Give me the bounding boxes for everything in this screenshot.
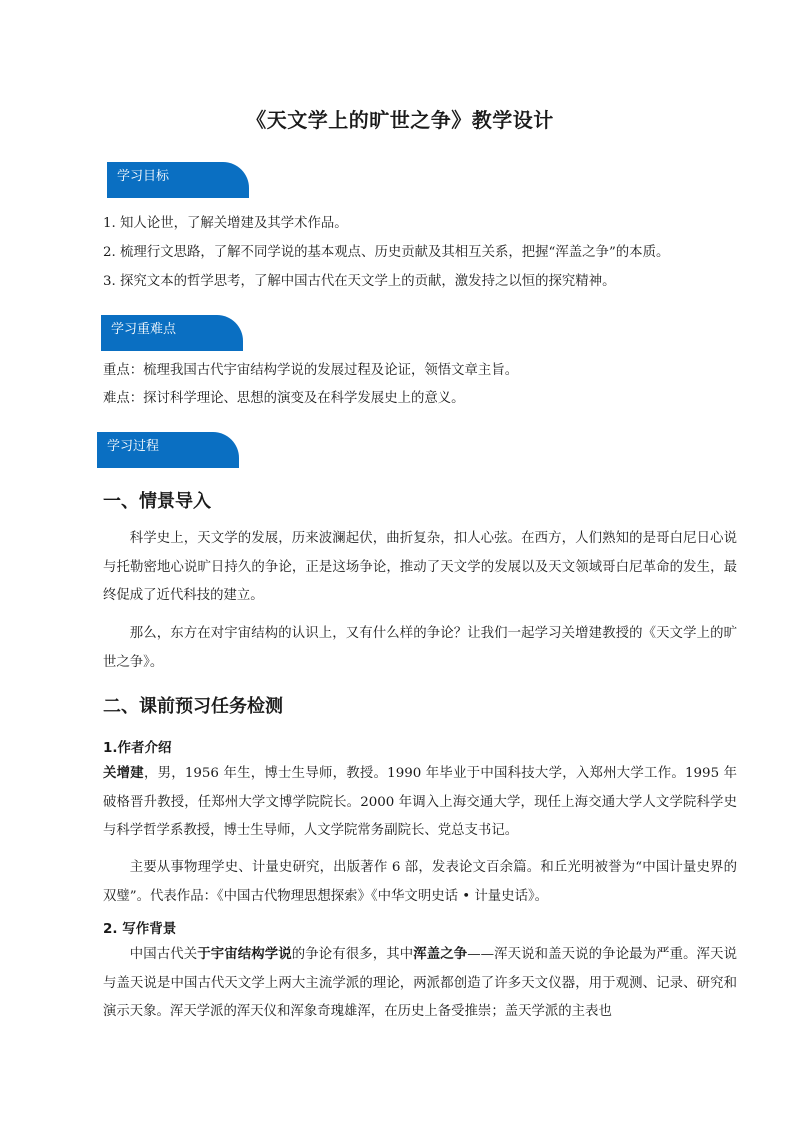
section-tab-process <box>97 432 239 468</box>
section-tab-label: 学习过程 <box>107 439 160 454</box>
author-works: 主要从事物理学史、计量史研究，出版著作 6 部，发表论文百余篇。和丘光明被誉为“中国计量史界的双璧”。代表作品：《中国古代物理思想探索》《中华文明史话 • 计量史话》。 <box>103 860 737 904</box>
section-tab-goals <box>107 162 249 198</box>
goal-item: 2. 梳理行文思路，了解不同学说的基本观点、历史贡献及其相互关系，把握“浑盖之争”的本质。 <box>103 245 670 260</box>
key-point: 重点：梳理我国古代宇宙结构学说的发展过程及论证，领悟文章主旨。 <box>103 363 519 378</box>
section-tab-label: 学习重难点 <box>111 322 177 337</box>
difficulty-point: 难点：探讨科学理论、思想的演变及在科学发展史上的意义。 <box>103 391 465 406</box>
section-tab-keypoints <box>101 315 243 351</box>
heading-intro: 一、情景导入 <box>103 491 211 512</box>
author-bio-text: ，男，1956 年生，博士生导师，教授。1990 年毕业于中国科技大学，入郑州大学工作。1995 年破格晋升教授，任郑州大学文博学院院长。2000 年调入上海交通大学，现任上海交通大学人文学院科学史与科学哲学系教授，博士生导师，人文学院常务副院长、党总支书记。 <box>103 766 737 838</box>
heading-background: 2. 写作背景 <box>103 921 177 937</box>
goal-item: 3. 探究文本的哲学思考，了解中国古代在天文学上的贡献，激发持之以恒的探究精神。 <box>103 274 616 289</box>
intro-paragraph-1: 科学史上，天文学的发展，历来波澜起伏，曲折复杂，扣人心弦。在西方，人们熟知的是哥白尼日心说与托勒密地心说旷日持久的争论，正是这场争论，推动了天文学的发展以及天文领域哥白尼革命的发生，最终促成了近代科技的建立。 <box>103 531 737 603</box>
background-text: 的争论有很多，其中 <box>291 947 414 962</box>
document-title: 《天文学上的旷世之争》教学设计 <box>246 108 554 132</box>
author-name: 关增建 <box>103 766 144 781</box>
section-tab-label: 学习目标 <box>117 169 170 184</box>
heading-preview-check: 二、课前预习任务检测 <box>103 696 283 717</box>
goal-item: 1. 知人论世，了解关增建及其学术作品。 <box>103 216 348 231</box>
background-paragraph <box>103 941 737 1027</box>
background-text: ——浑天说和盖天说的争论最为严重。浑天说与盖天说是中国古代天文学上两大主流学派的理论，两派都创造了许多天文仪器，用于观测、记录、研究和演示天象。浑天学派的浑天仪和浑象奇瑰雄浑，在历史上备受推崇；盖天学派的主表也 <box>103 947 738 1019</box>
background-bold: 于宇宙结构学说 <box>197 947 292 962</box>
background-bold: 浑盖之争 <box>413 947 468 962</box>
background-text: 中国古代关 <box>129 947 198 962</box>
author-bio <box>103 760 737 846</box>
heading-author: 1.作者介绍 <box>103 740 172 756</box>
intro-paragraph-2: 那么，东方在对宇宙结构的认识上，又有什么样的争论？让我们一起学习关增建教授的《天文学上的旷世之争》。 <box>103 626 737 670</box>
